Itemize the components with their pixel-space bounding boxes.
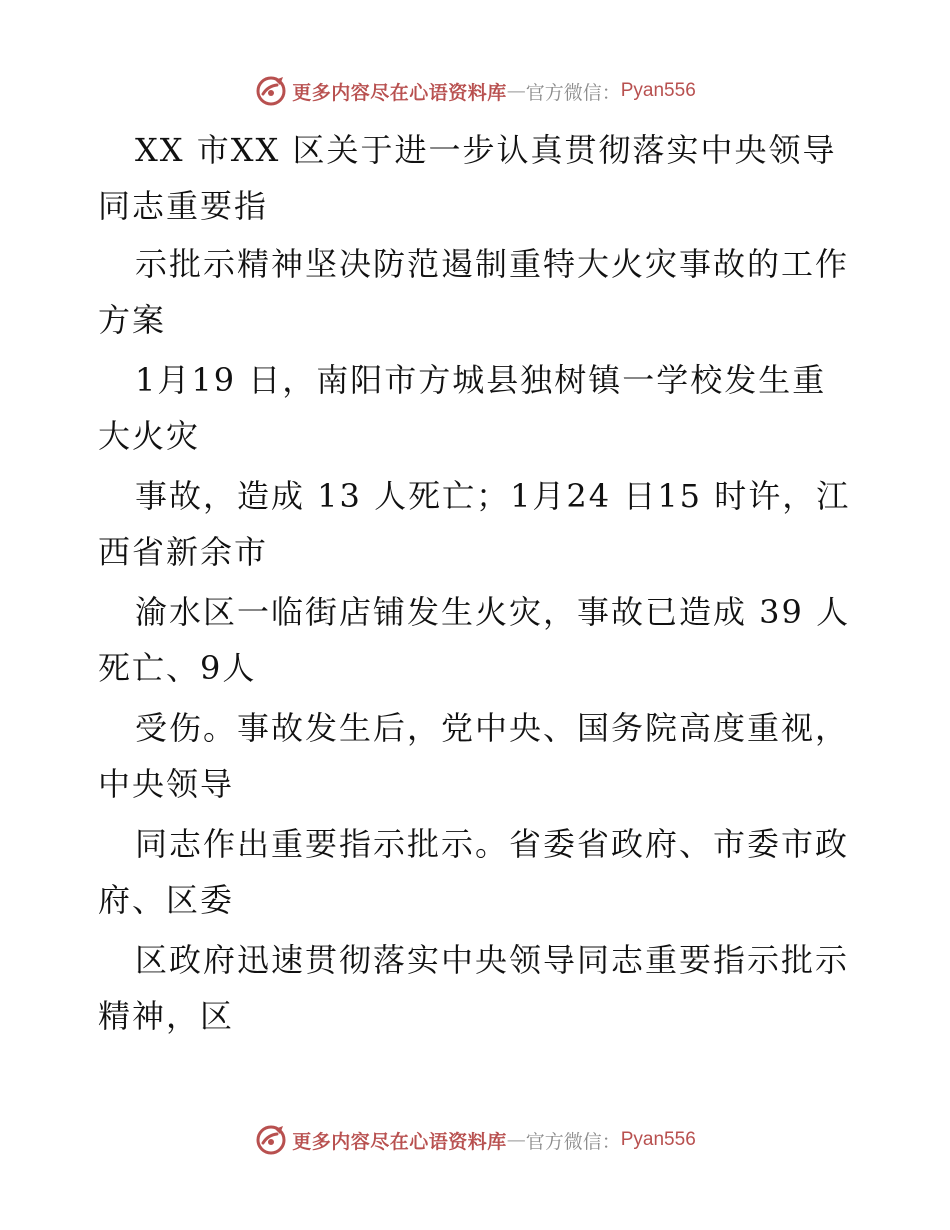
- watermark-text: 更多内容尽在心语资料库: [292, 81, 507, 104]
- text-line: 受伤。事故发生后，党中央、国务院高度重视，: [135, 709, 850, 747]
- text-line: 死亡、9人: [98, 649, 257, 687]
- text-line: 渝水区一临街店铺发生火灾，事故已造成 39 人: [135, 593, 851, 631]
- text-line: 区政府迅速贯彻落实中央领导同志重要指示批示: [135, 941, 850, 979]
- text-line: 府、区委: [98, 881, 235, 919]
- text-line: 1月19 日，南阳市方城县独树镇一学校发生重: [135, 361, 827, 399]
- watermark-wechat-id: Pyan556: [620, 80, 696, 101]
- text-line: 精神，区: [98, 997, 235, 1035]
- brand-logo-icon: [254, 74, 288, 108]
- footer-watermark: [0, 1120, 950, 1160]
- watermark-wechat-label: 官方微信：: [525, 1130, 621, 1153]
- watermark-dash: —: [506, 1129, 526, 1151]
- brand-logo-icon: [254, 1123, 288, 1157]
- text-line: 同志作出重要指示批示。省委省政府、市委市政: [135, 825, 850, 863]
- watermark-wechat-label: 官方微信：: [525, 81, 621, 104]
- text-line: 大火灾: [98, 417, 201, 455]
- header-watermark: [0, 71, 950, 111]
- text-line: 事故，造成 13 人死亡；1月24 日15 时许，江: [135, 477, 851, 515]
- text-line: XX 市XX 区关于进一步认真贯彻落实中央领导: [135, 131, 837, 169]
- watermark-text: 更多内容尽在心语资料库: [292, 1130, 507, 1153]
- watermark-wechat-id: Pyan556: [620, 1129, 696, 1150]
- text-line: 同志重要指: [98, 187, 269, 225]
- text-line: 示批示精神坚决防范遏制重特大火灾事故的工作: [135, 245, 850, 283]
- watermark-dash: —: [506, 80, 526, 102]
- text-line: 方案: [98, 301, 167, 339]
- text-line: 西省新余市: [98, 533, 269, 571]
- text-line: 中央领导: [98, 765, 235, 803]
